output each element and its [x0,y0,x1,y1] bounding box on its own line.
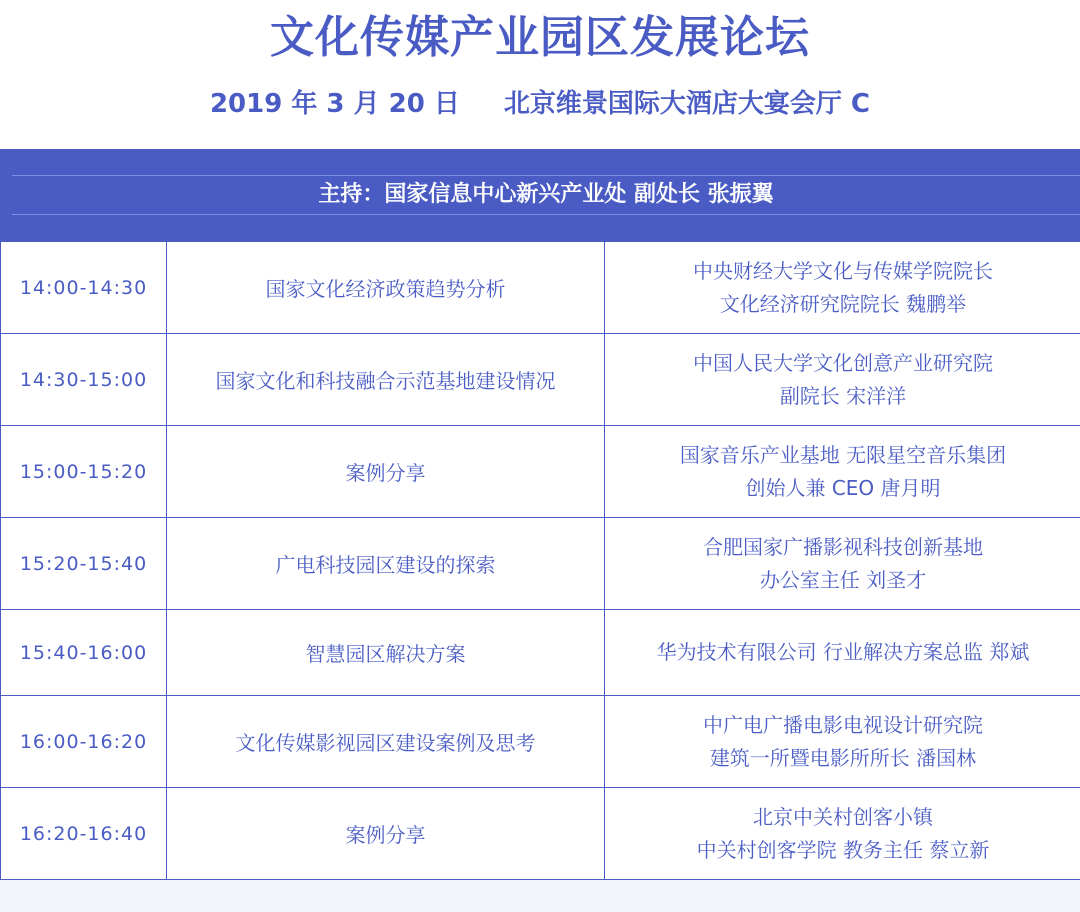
session-speaker [605,610,1080,696]
session-time: 16:00-16:20 [1,696,167,788]
event-subtitle [0,84,1080,124]
session-speaker [605,518,1080,610]
speaker-line: 创始人兼 CEO 唐月明 [745,475,941,500]
page-title: 文化传媒产业园区发展论坛 [270,12,810,63]
speaker-line: 副院长 宋洋洋 [779,383,907,408]
session-topic: 文化传媒影视园区建设案例及思考 [167,696,605,788]
session-topic: 智慧园区解决方案 [167,610,605,696]
session-speaker [605,426,1080,518]
table-row [1,788,1080,880]
table-row [1,426,1080,518]
table-row [1,610,1080,696]
session-time: 15:40-16:00 [1,610,167,696]
session-topic: 案例分享 [167,788,605,880]
speaker-line: 北京中关村创客小镇 [753,804,933,829]
session-topic: 国家文化和科技融合示范基地建设情况 [167,334,605,426]
event-venue: 北京维景国际大酒店大宴会厅 C [503,89,871,119]
session-speaker [605,788,1080,880]
host-label: 主持：国家信息中心新兴产业处 副处长 张振翼 [12,175,1080,215]
speaker-line: 合肥国家广播影视科技创新基地 [703,534,983,559]
session-speaker [605,334,1080,426]
speaker-line: 中关村创客学院 教务主任 蔡立新 [696,837,990,862]
session-time: 16:20-16:40 [1,788,167,880]
speaker-line: 文化经济研究院院长 魏鹏举 [719,291,967,316]
table-row [1,518,1080,610]
session-speaker [605,242,1080,334]
session-time: 14:30-15:00 [1,334,167,426]
schedule-table [0,241,1080,880]
speaker-line: 中广电广播电影电视设计研究院 [703,712,983,737]
session-time: 15:00-15:20 [1,426,167,518]
speaker-line: 中国人民大学文化创意产业研究院 [693,350,993,375]
table-row [1,242,1080,334]
speaker-line: 中央财经大学文化与传媒学院院长 [693,258,993,283]
speaker-line: 华为技术有限公司 行业解决方案总监 郑斌 [656,640,1030,664]
table-row [1,696,1080,788]
speaker-line: 建筑一所暨电影所所长 潘国林 [709,745,977,770]
session-topic: 广电科技园区建设的探索 [167,518,605,610]
event-date: 2019 年 3 月 20 日 [209,89,460,119]
session-time: 15:20-15:40 [1,518,167,610]
session-speaker [605,696,1080,788]
table-row [1,334,1080,426]
session-topic: 案例分享 [167,426,605,518]
session-time: 14:00-14:30 [1,242,167,334]
bottom-margin [0,880,1080,912]
speaker-line: 办公室主任 刘圣才 [759,567,927,592]
host-banner [0,149,1080,241]
speaker-line: 国家音乐产业基地 无限星空音乐集团 [679,442,1007,467]
session-topic: 国家文化经济政策趋势分析 [167,242,605,334]
